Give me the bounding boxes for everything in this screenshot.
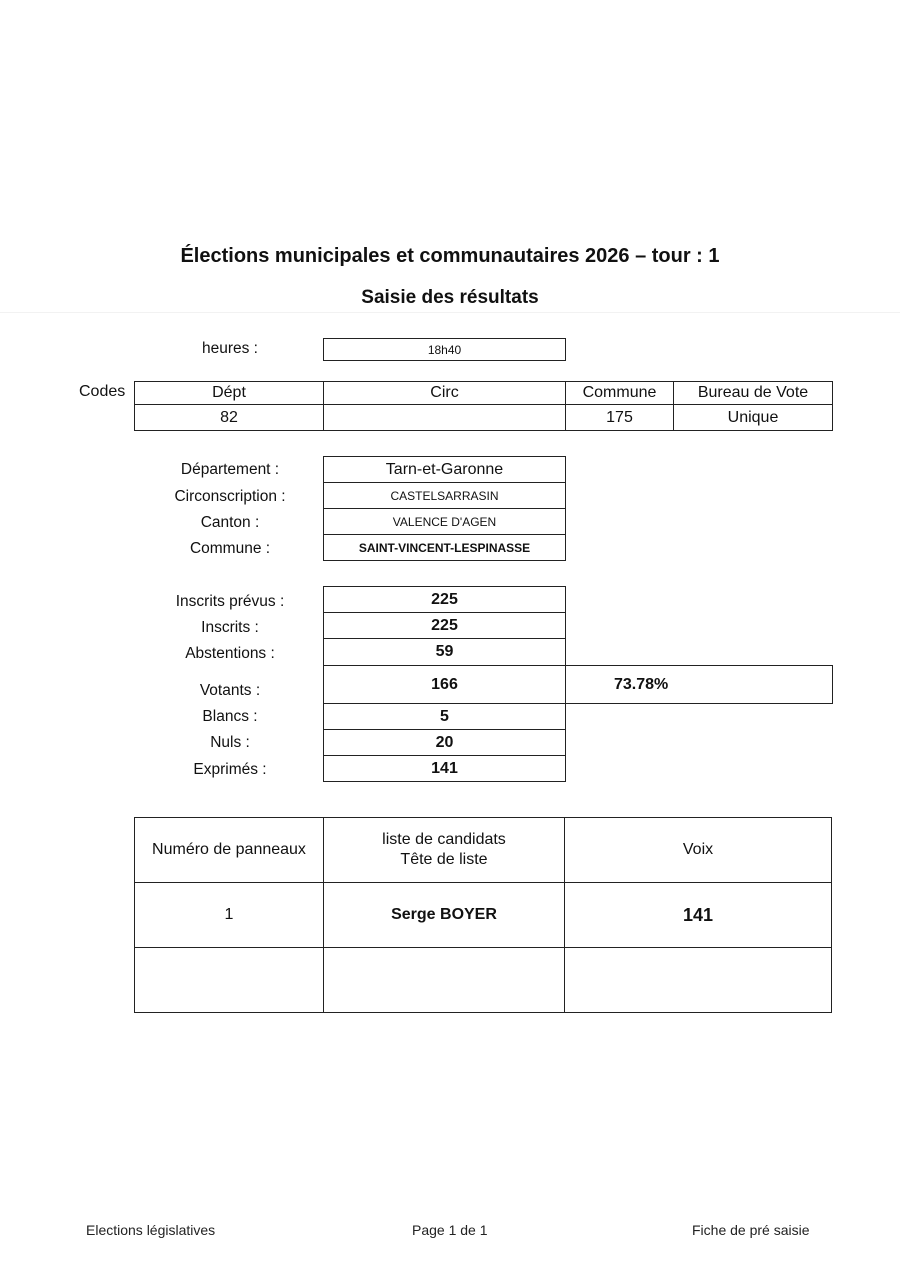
votants-percentage: 73.78% [565,665,833,704]
results-header-liste-line1: liste de candidats [382,831,506,848]
canton-label: Canton : [200,514,260,531]
results-row-2-tete [323,947,565,1013]
results-row-2-voix [564,947,832,1013]
codes-value-circ [323,404,566,431]
commune-label: Commune : [189,540,271,557]
votants-label: Votants : [199,682,261,699]
departement-value: Tarn-et-Garonne [323,456,566,483]
footer-page: Page 1 de 1 [412,1222,488,1238]
page-title: Élections municipales et communautaires 2026 – tour : 1 [180,245,720,267]
results-row-1-tete: Serge BOYER [323,882,565,948]
nuls-value: 20 [323,729,566,756]
circonscription-value: CASTELSARRASIN [323,482,566,509]
exprimes-label: Exprimés : [193,761,267,778]
nuls-label: Nuls : [210,734,250,751]
exprimes-value: 141 [323,755,566,782]
inscrits-prevus-value: 225 [323,586,566,613]
blancs-label: Blancs : [202,708,258,725]
results-header-voix: Voix [564,817,832,883]
results-row-1-voix: 141 [564,882,832,948]
results-header-liste [323,817,565,883]
results-row-1-numero: 1 [134,882,324,948]
abstentions-label: Abstentions : [185,645,275,662]
results-header-liste-line2: Tête de liste [400,851,488,868]
scan-artifact-line [0,312,900,313]
canton-value: VALENCE D'AGEN [323,508,566,535]
page-subtitle: Saisie des résultats [361,287,539,308]
codes-value-bureau: Unique [673,404,833,431]
abstentions-value: 59 [323,638,566,666]
inscrits-prevus-label: Inscrits prévus : [175,593,285,610]
codes-header-commune: Commune [565,381,674,405]
codes-label: Codes [79,383,126,400]
footer-left: Elections législatives [86,1222,216,1238]
heures-field: 18h40 [323,338,566,361]
codes-value-dept: 82 [134,404,324,431]
results-header-numero: Numéro de panneaux [134,817,324,883]
codes-value-commune: 175 [565,404,674,431]
results-row-2-numero [134,947,324,1013]
inscrits-value: 225 [323,612,566,639]
blancs-value: 5 [323,703,566,730]
votants-value: 166 [323,665,566,704]
heures-label: heures : [201,340,258,357]
codes-header-bureau: Bureau de Vote [673,381,833,405]
inscrits-label: Inscrits : [201,619,259,636]
circonscription-label: Circonscription : [174,488,286,505]
codes-header-circ: Circ [323,381,566,405]
departement-label: Département : [180,461,280,478]
footer-right: Fiche de pré saisie [692,1222,810,1238]
codes-header-dept: Dépt [134,381,324,405]
commune-value: SAINT-VINCENT-LESPINASSE [323,534,566,561]
